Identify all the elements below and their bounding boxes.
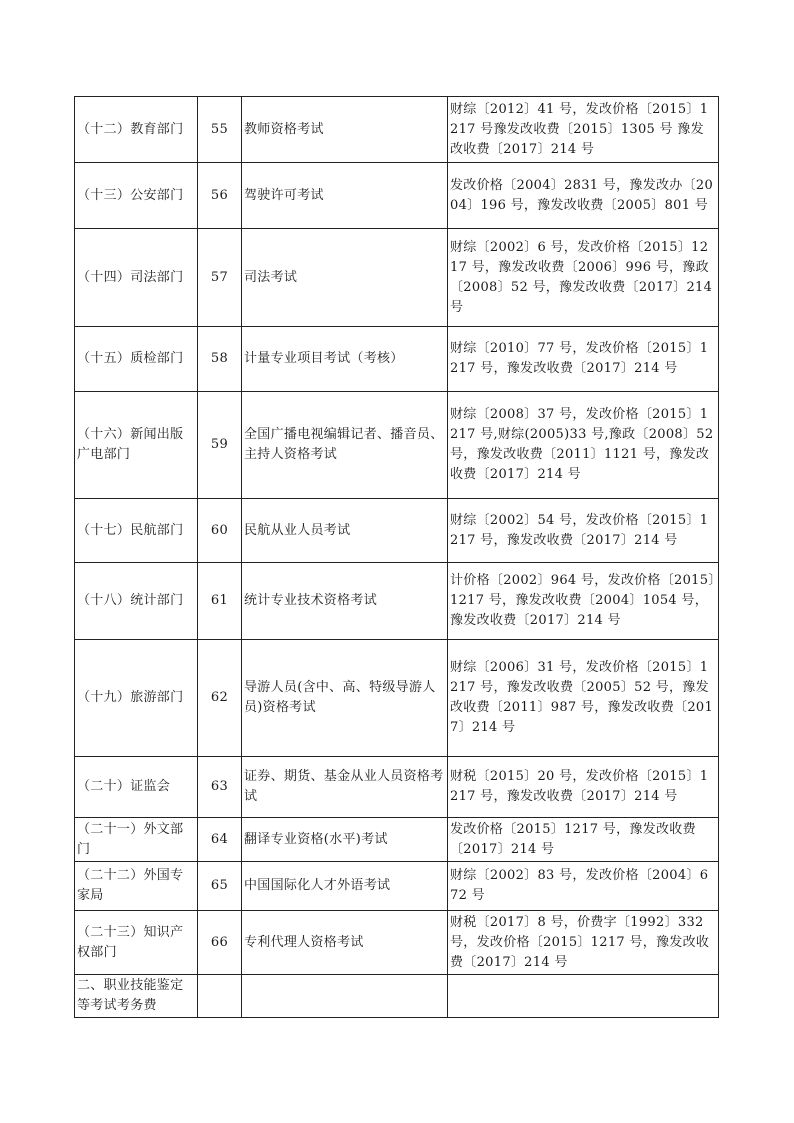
exam-name-cell: 导游人员(含中、高、特级导游人员)资格考试	[242, 640, 448, 757]
exam-name-cell: 计量专业项目考试（考核）	[242, 327, 448, 392]
exam-name-cell: 证券、期货、基金从业人员资格考试	[242, 757, 448, 818]
table-row	[75, 862, 719, 911]
document-reference-cell: 财综〔2012〕41 号，发改价格〔2015〕1217 号豫发改收费〔2015〕1305 号 豫发改收费〔2017〕214 号	[448, 97, 719, 163]
document-reference-cell: 财综〔2006〕31 号，发改价格〔2015〕1217 号，豫发改收费〔2005〕52 号，豫发改收费〔2011〕987 号，豫发改收费〔2017〕214 号	[448, 640, 719, 757]
exam-name-cell: 翻译专业资格(水平)考试	[242, 818, 448, 862]
exam-name-cell: 驾驶许可考试	[242, 163, 448, 229]
exam-name-cell	[242, 975, 448, 1018]
section-heading-cell: 二、职业技能鉴定等考试考务费	[75, 975, 198, 1018]
item-number-cell: 56	[198, 163, 242, 229]
department-cell: （二十三）知识产权部门	[75, 911, 198, 975]
exam-name-cell: 民航从业人员考试	[242, 499, 448, 563]
item-number-cell: 65	[198, 862, 242, 911]
department-cell: （十六）新闻出版广电部门	[75, 392, 198, 499]
department-cell: （二十）证监会	[75, 757, 198, 818]
document-reference-cell: 财综〔2002〕54 号，发改价格〔2015〕1217 号，豫发改收费〔2017〕214 号	[448, 499, 719, 563]
document-reference-cell: 计价格〔2002〕964 号，发改价格〔2015〕1217 号，豫发改收费〔2004〕1054 号，豫发改收费〔2017〕214 号	[448, 563, 719, 640]
document-reference-cell: 财综〔2002〕6 号，发改价格〔2015〕1217 号，豫发改收费〔2006〕996 号，豫政〔2008〕52 号，豫发改收费〔2017〕214 号	[448, 229, 719, 327]
item-number-cell: 61	[198, 563, 242, 640]
document-reference-cell: 财综〔2008〕37 号，发改价格〔2015〕1217 号,财综(2005)33 号,豫政〔2008〕52 号，豫发改收费〔2011〕1121 号，豫发改收费〔2017〕214 号	[448, 392, 719, 499]
table-row	[75, 97, 719, 163]
exam-name-cell: 全国广播电视编辑记者、播音员、主持人资格考试	[242, 392, 448, 499]
exam-name-cell: 统计专业技术资格考试	[242, 563, 448, 640]
table-row	[75, 563, 719, 640]
table-row	[75, 229, 719, 327]
table-row	[75, 499, 719, 563]
department-cell: （十七）民航部门	[75, 499, 198, 563]
department-cell: （十九）旅游部门	[75, 640, 198, 757]
item-number-cell: 63	[198, 757, 242, 818]
document-reference-cell	[448, 975, 719, 1018]
table-row	[75, 975, 719, 1018]
department-cell: （十四）司法部门	[75, 229, 198, 327]
item-number-cell: 55	[198, 97, 242, 163]
department-cell: （二十二）外国专家局	[75, 862, 198, 911]
department-cell: （十二）教育部门	[75, 97, 198, 163]
item-number-cell: 66	[198, 911, 242, 975]
item-number-cell: 62	[198, 640, 242, 757]
document-reference-cell: 财综〔2010〕77 号，发改价格〔2015〕1217 号，豫发改收费〔2017〕214 号	[448, 327, 719, 392]
item-number-cell	[198, 975, 242, 1018]
document-reference-cell: 财税〔2015〕20 号，发改价格〔2015〕1217 号，豫发改收费〔2017〕214 号	[448, 757, 719, 818]
table-row	[75, 640, 719, 757]
item-number-cell: 57	[198, 229, 242, 327]
table-row	[75, 757, 719, 818]
exam-name-cell: 中国国际化人才外语考试	[242, 862, 448, 911]
department-cell: （十五）质检部门	[75, 327, 198, 392]
exam-name-cell: 专利代理人资格考试	[242, 911, 448, 975]
table-row	[75, 327, 719, 392]
department-cell: （十三）公安部门	[75, 163, 198, 229]
document-reference-cell: 财税〔2017〕8 号，价费字〔1992〕332 号，发改价格〔2015〕1217 号，豫发改收费〔2017〕214 号	[448, 911, 719, 975]
document-reference-cell: 发改价格〔2004〕2831 号，豫发改办〔2004〕196 号，豫发改收费〔2005〕801 号	[448, 163, 719, 229]
department-cell: （二十一）外文部门	[75, 818, 198, 862]
table-row	[75, 392, 719, 499]
table-row	[75, 818, 719, 862]
exam-name-cell: 教师资格考试	[242, 97, 448, 163]
exam-name-cell: 司法考试	[242, 229, 448, 327]
table-row	[75, 163, 719, 229]
item-number-cell: 58	[198, 327, 242, 392]
document-reference-cell: 财综〔2002〕83 号，发改价格〔2004〕672 号	[448, 862, 719, 911]
department-cell: （十八）统计部门	[75, 563, 198, 640]
item-number-cell: 60	[198, 499, 242, 563]
item-number-cell: 59	[198, 392, 242, 499]
fee-table	[74, 96, 719, 1018]
table-row	[75, 911, 719, 975]
item-number-cell: 64	[198, 818, 242, 862]
document-reference-cell: 发改价格〔2015〕1217 号，豫发改收费〔2017〕214 号	[448, 818, 719, 862]
